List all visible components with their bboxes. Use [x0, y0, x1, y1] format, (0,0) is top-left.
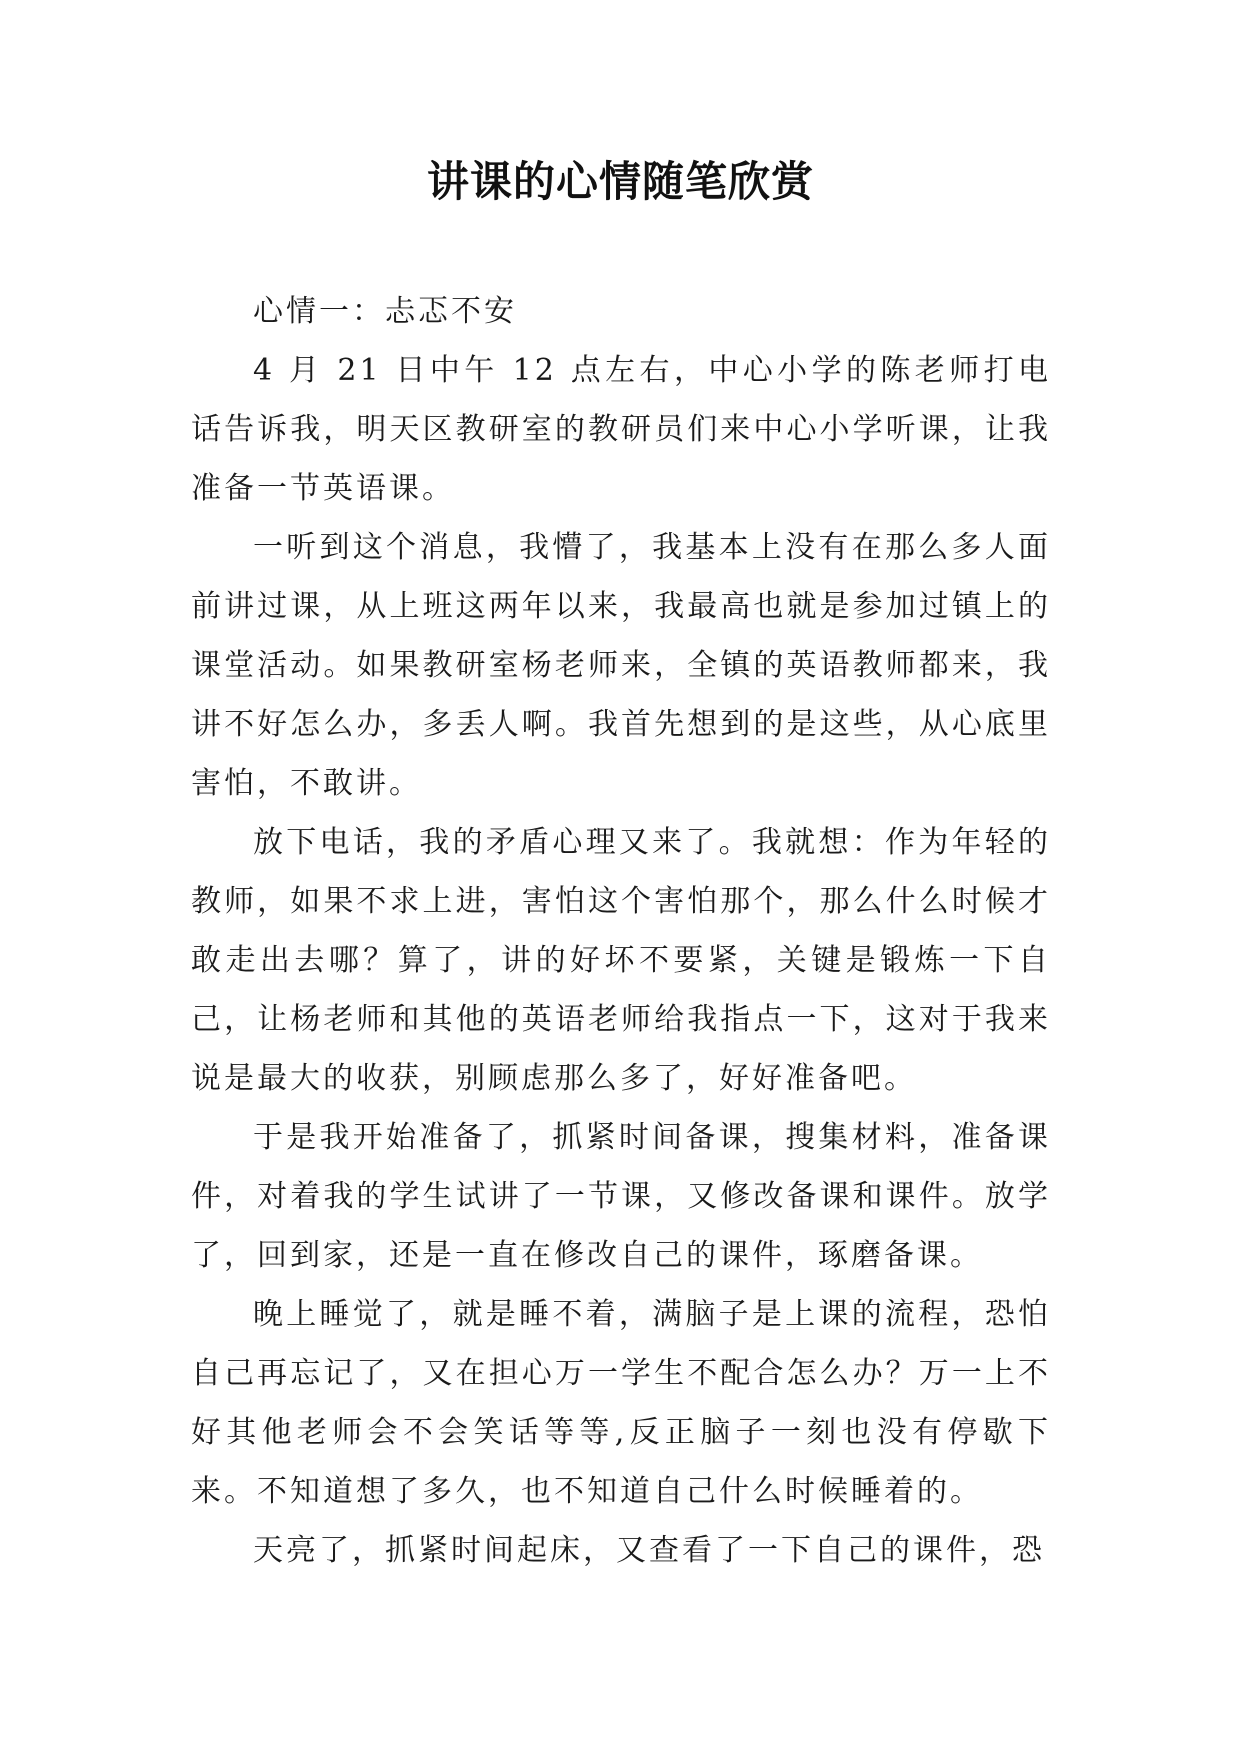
paragraph: 天亮了，抓紧时间起床，又查看了一下自己的课件，恐 — [253, 1533, 1045, 1568]
document-body — [191, 282, 1051, 1580]
paragraph: 一听到这个消息，我懵了，我基本上没有在那么多人面前讲过课，从上班这两年以来，我最高也就是参加过镇上的课堂活动。如果教研室杨老师来，全镇的英语教师都来，我讲不好怎么办，多丢人啊。我首先想到的是这些，从心底里害怕，不敢讲。 — [191, 530, 1051, 801]
section-heading: 心情一：忐忑不安 — [253, 294, 517, 329]
paragraph: 4 月 21 日中午 12 点左右，中心小学的陈老师打电话告诉我，明天区教研室的教研员们来中心小学听课，让我准备一节英语课。 — [191, 353, 1051, 506]
paragraph: 晚上睡觉了，就是睡不着，满脑子是上课的流程，恐怕自己再忘记了，又在担心万一学生不配合怎么办？万一上不好其他老师会不会笑话等等,反正脑子一刻也没有停歇下来。不知道想了多久，也不知道自己什么时候睡着的。 — [191, 1297, 1051, 1509]
paragraph: 放下电话，我的矛盾心理又来了。我就想：作为年轻的教师，如果不求上进，害怕这个害怕那个，那么什么时候才敢走出去哪？算了，讲的好坏不要紧，关键是锻炼一下自己，让杨老师和其他的英语老师给我指点一下，这对于我来说是最大的收获，别顾虑那么多了，好好准备吧。 — [191, 825, 1051, 1096]
paragraph: 于是我开始准备了，抓紧时间备课，搜集材料，准备课件，对着我的学生试讲了一节课，又修改备课和课件。放学了，回到家，还是一直在修改自己的课件，琢磨备课。 — [191, 1120, 1051, 1273]
document-title: 讲课的心情随笔欣赏 — [426, 157, 814, 206]
